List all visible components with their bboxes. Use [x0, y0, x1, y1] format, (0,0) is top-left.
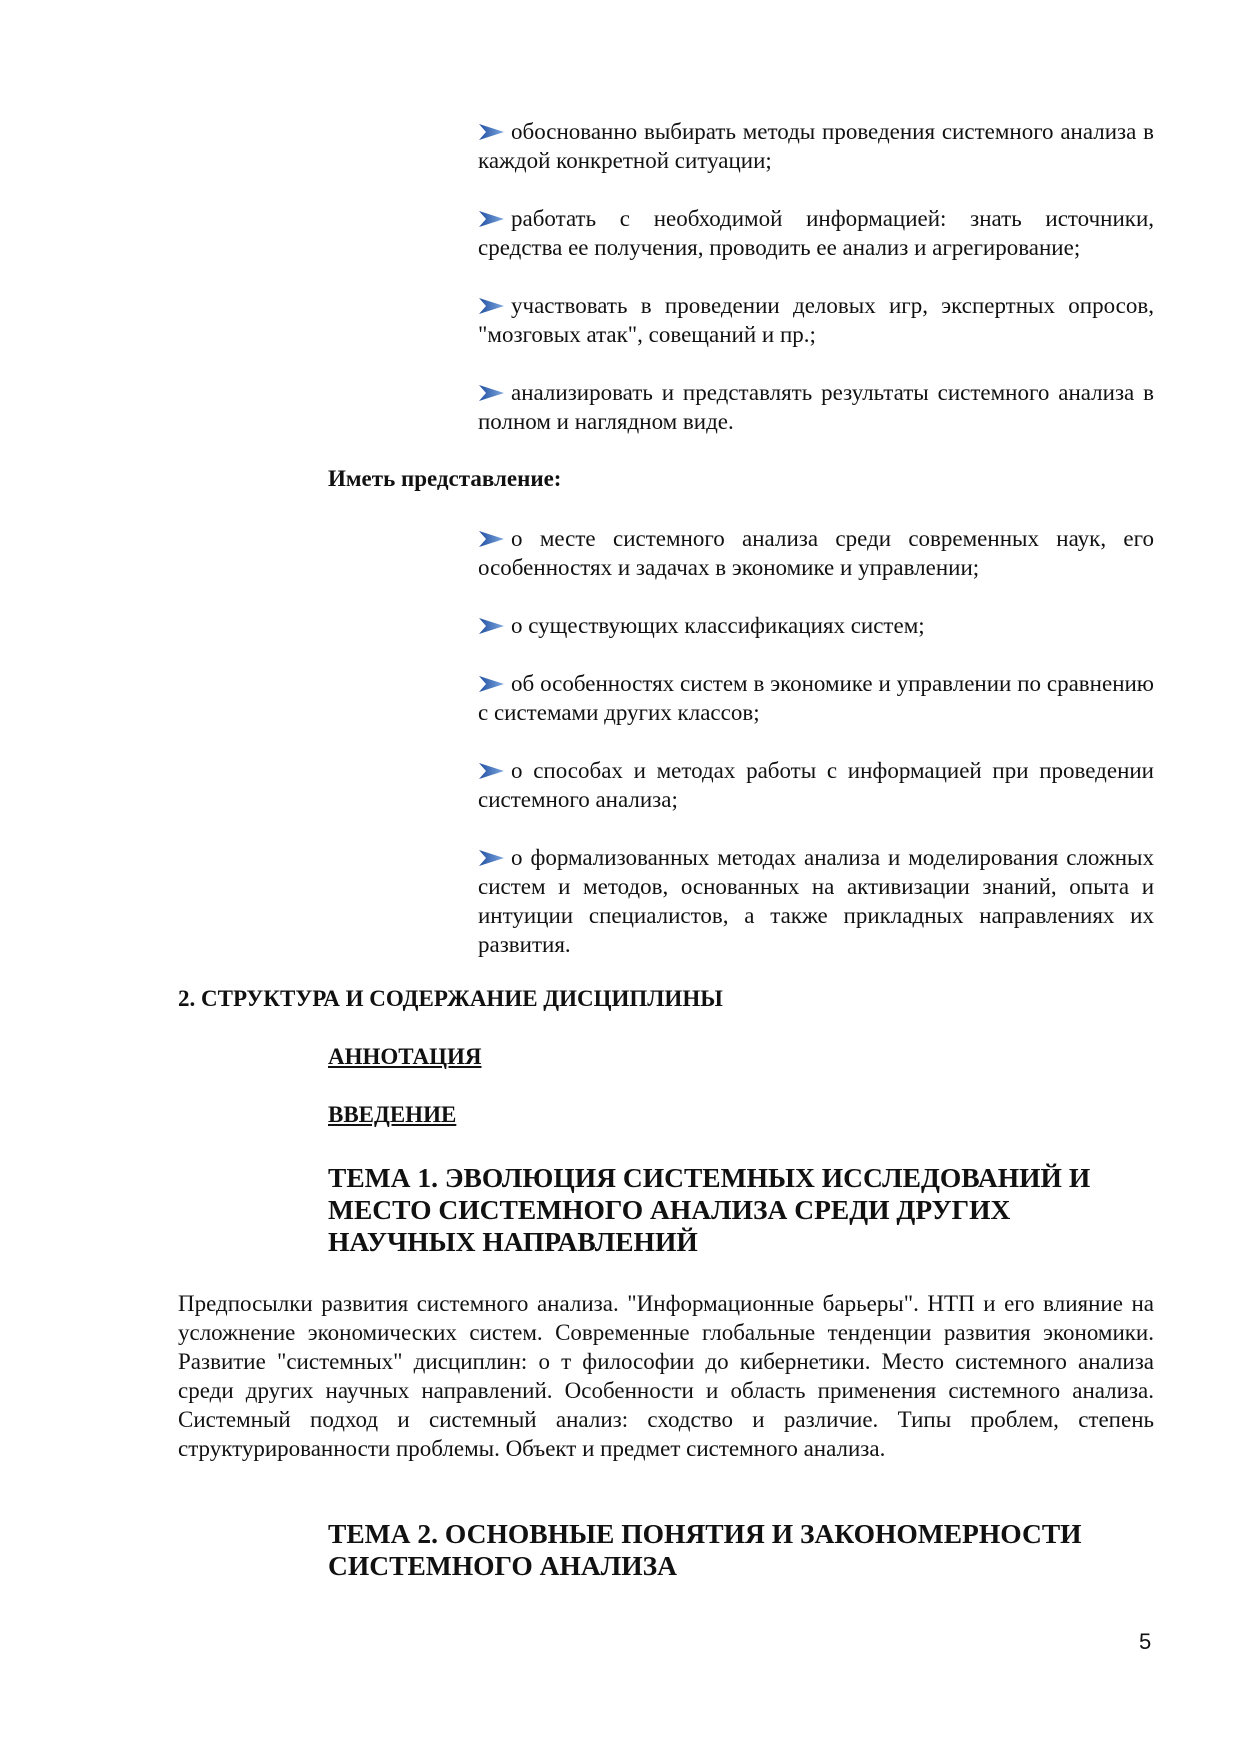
arrow-bullet-icon — [478, 675, 505, 693]
bullet-text: анализировать и представлять результаты системного анализа в полном и наглядном виде. — [478, 380, 1154, 434]
page-number: 5 — [1139, 1629, 1152, 1654]
arrow-bullet-icon — [478, 123, 505, 141]
bullet-text: об особенностях систем в экономике и управлении по сравнению с системами других классов; — [478, 671, 1154, 725]
arrow-bullet-icon — [478, 617, 505, 635]
topic1-heading — [328, 1162, 1158, 1258]
bullet-text: участвовать в проведении деловых игр, экспертных опросов, "мозговых атак", совещаний и пр.; — [478, 293, 1154, 347]
arrow-bullet-icon — [478, 762, 505, 780]
topic1-paragraph: Предпосылки развития системного анализа. "Информационные барьеры". НТП и его влияние на усложнение экономических систем. Современные глобальные тенденции развития экономики. Развитие "системных" дисциплин: о т философии до кибернетики. Место системного анализа среди других научных направлений. Особенности и область применения системного анализа. Системный подход и системный анализ: сходство и различие. Типы проблем, степень структурированности проблемы. Объект и предмет системного анализа. — [178, 1291, 1154, 1461]
arrow-bullet-icon — [478, 849, 505, 867]
bullet-item — [478, 756, 1154, 814]
bullet-text: о способах и методах работы с информацией при проведении системного анализа; — [478, 758, 1154, 812]
section-heading: 2. СТРУКТУРА И СОДЕРЖАНИЕ ДИСЦИПЛИНЫ — [178, 986, 723, 1011]
bullet-item — [478, 611, 1154, 640]
bullet-text: работать с необходимой информацией: знать источники, средства ее получения, проводить ее анализ и агрегирование; — [478, 206, 1154, 260]
annotation-link[interactable]: АННОТАЦИЯ — [328, 1044, 482, 1069]
topic1-heading-line: МЕСТО СИСТЕМНОГО АНАЛИЗА СРЕДИ ДРУГИХ — [328, 1194, 1011, 1225]
arrow-bullet-icon — [478, 530, 505, 548]
bullet-item — [478, 204, 1154, 262]
introduction-link[interactable]: ВВЕДЕНИЕ — [328, 1102, 457, 1127]
bullet-item — [478, 291, 1154, 349]
bullet-item — [478, 378, 1154, 436]
subheading-knowledge: Иметь представление: — [328, 466, 562, 491]
arrow-bullet-icon — [478, 297, 505, 315]
bullet-text: о существующих классификациях систем; — [511, 613, 925, 638]
bullet-item — [478, 669, 1154, 727]
topic1-heading-line: ТЕМА 1. ЭВОЛЮЦИЯ СИСТЕМНЫХ ИССЛЕДОВАНИЙ И — [328, 1162, 1091, 1193]
topic2-heading — [328, 1518, 1158, 1582]
topic1-heading-line: НАУЧНЫХ НАПРАВЛЕНИЙ — [328, 1226, 698, 1257]
arrow-bullet-icon — [478, 210, 505, 228]
arrow-bullet-icon — [478, 384, 505, 402]
skills-bullet-list — [478, 117, 1154, 465]
bullet-text: обоснованно выбирать методы проведения системного анализа в каждой конкретной ситуации; — [478, 119, 1154, 173]
bullet-text: о месте системного анализа среди современных наук, его особенностях и задачах в экономике и управлении; — [478, 526, 1154, 580]
bullet-item — [478, 843, 1154, 959]
topic2-heading-line: СИСТЕМНОГО АНАЛИЗА — [328, 1550, 677, 1581]
bullet-item — [478, 524, 1154, 582]
bullet-text: о формализованных методах анализа и моделирования сложных систем и методов, основанных на активизации знаний, опыта и интуиции специалистов, а также прикладных направлениях их развития. — [478, 845, 1154, 957]
knowledge-bullet-list — [478, 524, 1154, 988]
topic2-heading-line: ТЕМА 2. ОСНОВНЫЕ ПОНЯТИЯ И ЗАКОНОМЕРНОСТИ — [328, 1518, 1082, 1549]
bullet-item — [478, 117, 1154, 175]
